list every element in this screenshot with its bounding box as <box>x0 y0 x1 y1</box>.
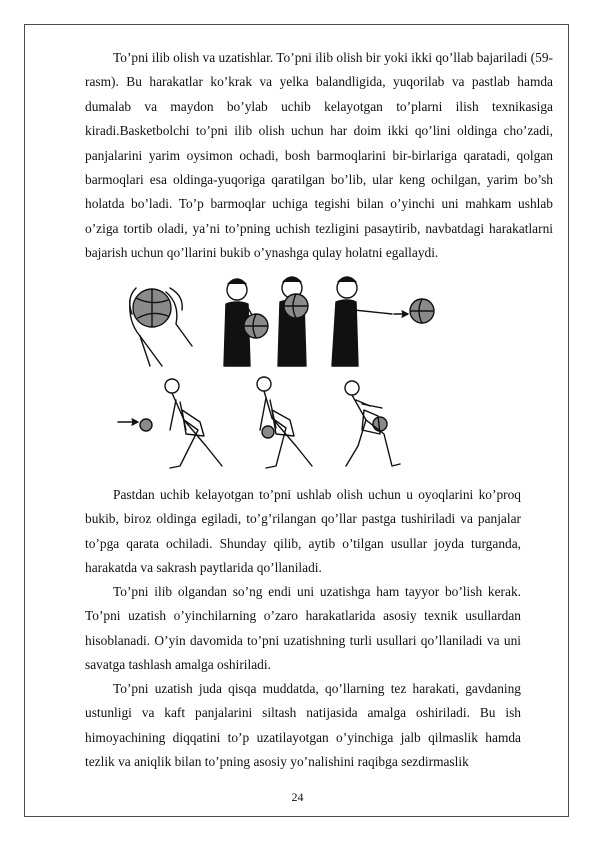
paragraph-passing-readiness: To’pni ilib olgandan so’ng endi uni uzatishga ham tayyor bo’lish kerak. To’pni uzatish o’yinchilarning o’zaro harakatlarida asosiy texnik usullardan hisoblanadi. O’yin davomida to’pni uzatishning turli usullari qo’llaniladi va uni savatga tashlash amalga oshiriladi. <box>85 584 521 673</box>
figure-59-catching-illustrations <box>100 270 450 478</box>
player-bent-catch-drawing <box>257 377 312 468</box>
player-step-catch-drawing <box>345 381 400 466</box>
paragraph-ball-catching: To’pni ilib olish va uzatishlar. To’pni ilib olish bir yoki ikki qo’llab bajariladi (59-rasm). Bu harakatlar ko’krak va yelka balandligida, yuqorilab va pastlab hamda dumalab va maydon bo’ylab uchib kelayotgan to’plarni ilish texnikasiga kiradi.Basketbolchi to’pni ilib olish uchun har doim ikki qo’lini oldinga cho’zadi, panjalarini yarim oysimon ochadi, bosh barmoqlarini bir-birlariga qaratadi, qolgan barmoqlari esa oldinga-yuqoriga qaratilgan bo’lib, ular keng ochilgan, yarim bo’sh holatda bo’ladi. To’p barmoqlar uchiga tegishi bilan o’yinchi uni mahkam ushlab o’ziga tortib oladi, ya’ni to’pning uchish tezligini pasaytirib, navbatdagi harakatlarni bajarish uchun qo’llarini bukib o’ynashga qulay holatni egallaydi. <box>85 50 553 261</box>
paragraph-passing-execution: To’pni uzatish juda qisqa muddatda, qo’llarning tez harakati, gavdaning ustunligi va kaft panjalarini siltash natijasida amalga oshiriladi. Bu ish himoyachining diqqatini to’p uzatilayotgan o’yinchiga jalb qilmaslik hamda tezlik va aniqlik bilan to’pning asosiy yo’nalishini raqibga sezdirmaslik <box>85 681 521 770</box>
player-overhead-catch-drawing <box>278 277 308 366</box>
page-number: 24 <box>291 790 304 804</box>
player-low-catch-drawing <box>165 379 222 468</box>
low-pass-arrow-drawing <box>118 419 152 431</box>
player-chest-catch-drawing <box>224 279 268 366</box>
player-passing-drawing <box>332 277 434 366</box>
hands-catching-ball-drawing <box>130 288 192 366</box>
paragraph-low-ball-catch: Pastdan uchib kelayotgan to’pni ushlab olish uchun u oyoqlarini ko’proq bukib, biroz oldinga egiladi, to’g’rilangan qo’llar pastga tushiriladi va panjalar to’pga qarata ochiladi. Shunday qilib, aytib o’tilgan usullar joyda turganda, harakatda va sakrash paytlarida qo’llaniladi. <box>85 487 521 576</box>
